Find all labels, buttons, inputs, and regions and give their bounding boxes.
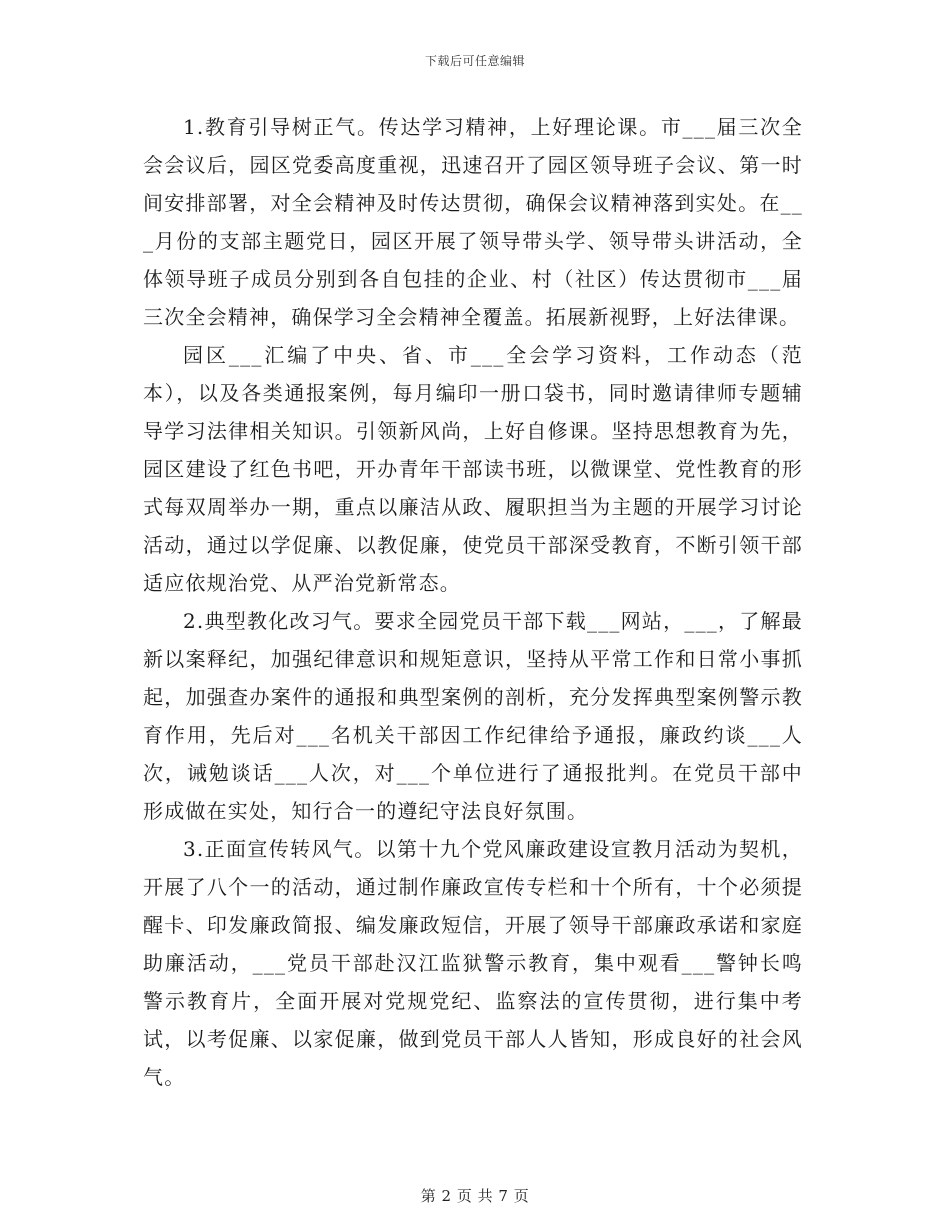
paragraph-typical-cases: 2.典型教化改习气。要求全园党员干部下载___网站，___，了解最新以案释纪，加强纪律意识和规矩意识，坚持从平常工作和日常小事抓起，加强查办案件的通报和典型案例的剖析，充分发挥典型案例警示教育作用，先后对___名机关干部因工作纪律给予通报，廉政约谈___人次，诫勉谈话___人次，对___个单位进行了通报批判。在党员干部中形成做在实处，知行合一的遵纪守法良好氛围。 bbox=[143, 609, 803, 823]
document-body bbox=[143, 108, 803, 1096]
page-header-note: 下载后可任意编辑 bbox=[424, 54, 525, 68]
paragraph-education: 1.教育引导树正气。传达学习精神，上好理论课。市___届三次全会会议后，园区党委高度重视，迅速召开了园区领导班子会议、第一时间安排部署，对全会精神及时传达贯彻，确保会议精神落到实处。在___月份的支部主题党日，园区开展了领导带头学、领导带头讲活动，全体领导班子成员分别到各自包挂的企业、村（社区）传达贯彻市___届三次全会精神，确保学习全会精神全覆盖。拓展新视野，上好法律课。 bbox=[143, 115, 803, 329]
page-number: 第 2 页 共 7 页 bbox=[420, 1187, 530, 1205]
paragraph-positive-publicity: 3.正面宣传转风气。以第十九个党风廉政建设宣教月活动为契机，开展了八个一的活动，通过制作廉政宣传专栏和十个所有，十个必须提醒卡、印发廉政简报、编发廉政短信，开展了领导干部廉政承诺和家庭助廉活动，___党员干部赴汉江监狱警示教育，集中观看___警钟长鸣警示教育片，全面开展对党规党纪、监察法的宣传贯彻，进行集中考试，以考促廉、以家促廉，做到党员干部人人皆知，形成良好的社会风气。 bbox=[143, 837, 803, 1089]
paragraph-park-compilation: 园区___汇编了中央、省、市___全会学习资料，工作动态（范本），以及各类通报案例，每月编印一册口袋书，同时邀请律师专题辅导学习法律相关知识。引领新风尚，上好自修课。坚持思想教育为先，园区建设了红色书吧，开办青年干部读书班，以微课堂、党性教育的形式每双周举办一期，重点以廉洁从政、履职担当为主题的开展学习讨论活动，通过以学促廉、以教促廉，使党员干部深受教育，不断引领干部适应依规治党、从严治党新常态。 bbox=[143, 343, 803, 595]
